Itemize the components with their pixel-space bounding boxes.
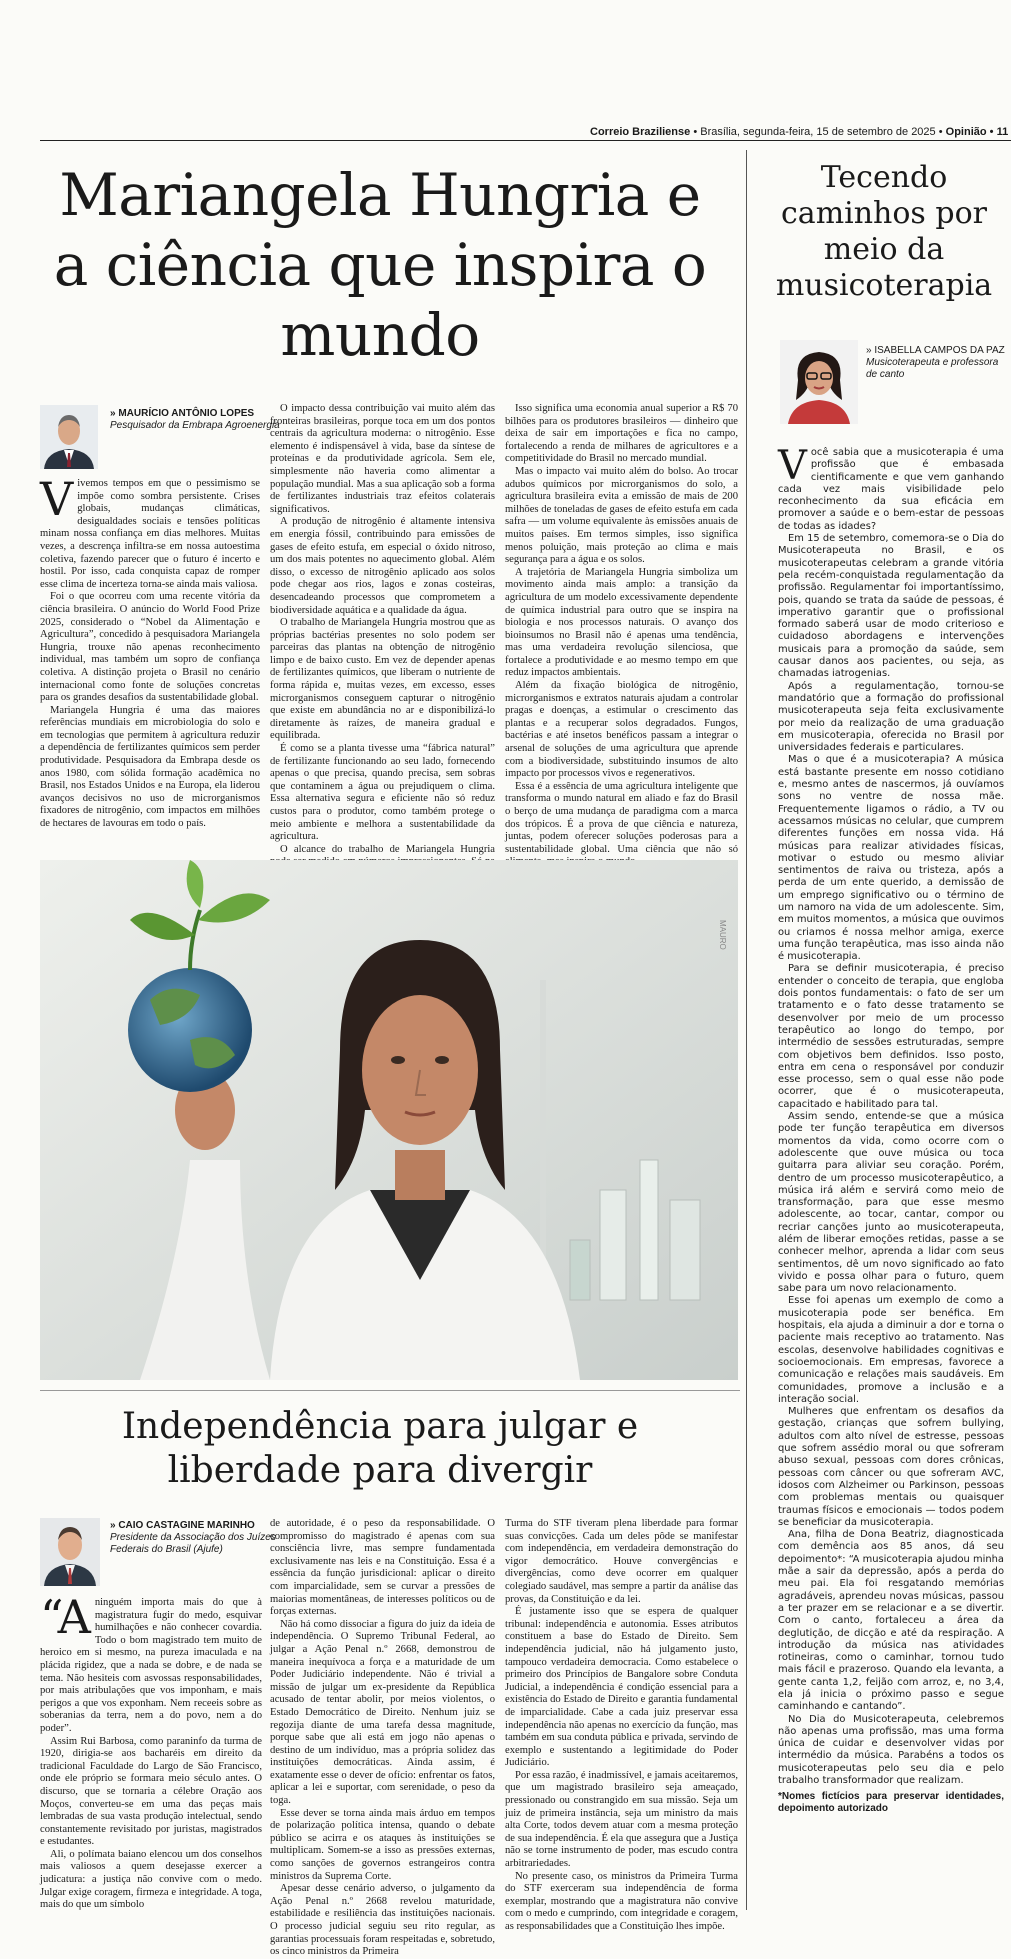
article2-col1-p3: Ali, o polímata baiano elencou um dos conselhos mais valiosos a quem desejasse exercer a judicatura: a justiça não convive com o medo. Julgar exige coragem, firmeza e integridade. A toga, mais do que um símbolo [40,1848,262,1911]
article2-col3-p3: Por essa razão, é inadmissível, e jamais aceitaremos, que um magistrado brasileiro seja ameaçado, pressionado ou constrangido em sua missão. Seja um juiz de primeira instância, seja um ministro da mais alta Corte, todos devem atuar com a mesma proteção de sua independência. É ela que assegura que a Justiça não se torne instrumento de poder, mas escudo contra arbitrariedades. [505,1769,738,1870]
article3-p10: No Dia do Musicoterapeuta, celebremos não apenas uma profissão, mas uma forma única de cuidar e desenvolver vidas por intermédio da música. Parabéns a todos os musicoterapeutas pelo seu dia e pelo trabalho transformador que realizam. [778,1713,1004,1787]
author1-role: Pesquisador da Embrapa Agroenergia [110,420,280,431]
article1-col2-p1: O impacto dessa contribuição vai muito além das fronteiras brasileiras, porque toca em um dos pontos centrais da agricultura moderna: o nitrogênio. Esse elemento é indispensável à vida, base da síntese de proteínas e da produtividade agrícola. Sem ele, simplesmente não haveria como alimentar a população mundial. Mas a sua aplicação sob a forma de fertilizantes industriais traz efeitos colaterais significativos. [270,403,495,515]
article1-col2 [270,403,495,907]
article3-p1: ocê sabia que a musicoterapia é uma profissão que é embasada cientificamente e que vem ganhando cada vez mais visibilidade pelo reconhecimento da sua eficácia em promover a saúde e o bem-estar de pessoas de todas as idades? [778,447,1004,532]
article1-col1-p1: ivemos tempos em que o pessimismo se impõe como sombra persistente. Crises globais, mudanças climáticas, desigualdades sociais e tensões políticas minam nossa confiança em dias melhores. Muitas vezes, a descrença infiltra-se em nossa autoestima coletiva, fazendo parecer que o futuro é incerto e hostil. Por isso, cada conquista capaz de romper esse clima de incerteza torna-se ainda mais valiosa. [40,478,260,590]
article3-p6: Assim sendo, entende-se que a música pode ter função terapêutica em diversos momentos da vida, como ocorre com o adolescente que ouve música ou toca guitarra para aliviar seu coração. Porém, dentro de um processo musicoterapêutico, a música irá além e servirá como meio de transformação, para que esse mesmo adolescente, ao tocar, cantar, compor ou recriar canções junto ao musicoterapeuta, além de liberar emoções retidas, passe a se conhecer melhor, aprenda a lidar com seus sentimentos, dê um novo significado ao fato vivido e possa olhar para o futuro, quem sabe para um novo relacionamento. [778,1111,1004,1295]
article1-col3-p3: A trajetória de Mariangela Hungria simboliza um movimento ainda mais amplo: a transição da agricultura de um modelo excessivamente dependente de química industrial para outro que se inspira na biologia e nos processos naturais. O avanço dos bioinsumos no Brasil não é apenas uma tendência, mas uma verdadeira revolução silenciosa, que fortalece a produtividade e ao mesmo tempo em que reduz impactos ambientais. [505,566,738,679]
article1-col2-p4: É como se a planta tivesse uma “fábrica natural” de fertilizante funcionando ao seu lado, fornecendo apenas o que precisa, quando precisa, sem sobras que contaminem a água ou prejudiquem o clima. Essa alternativa segura e eficiente não só reduz custos para o produtor, como também protege o meio ambiente e melhora a sustentabilidade da agricultura. [270,743,495,843]
author2-avatar [40,1518,100,1586]
article3-p8: Mulheres que enfrentam os desafios da gestação, crianças que sofrem bullying, adultos com alto nível de estresse, pessoas que sofrem assédio moral ou que sofreram abuso sexual, pessoas com dores crônicas, pessoas com câncer ou que sofreram AVC, idosos com Alzheimer ou Parkinson, pessoas com problemas mentais ou quaisquer traumas físicos e emocionais — todos podem se beneficiar da musicoterapia. [778,1406,1004,1528]
article2-col2-p3: Esse dever se torna ainda mais árduo em tempos de polarização política intensa, quando o debate público se acirra e os ataques às instituições se multiplicam. Somem-se a isso as pressões externas, como sanções de governos estrangeiros contra ministros da Suprema Corte. [270,1807,495,1882]
page-header [590,126,1010,138]
article1-title: Mariangela Hungria e a ciência que inspira o mundo [53,161,707,369]
author1-avatar [40,405,98,469]
photo-credit: MAURO [718,920,727,950]
drop-cap: V [40,472,74,526]
article3-p2: Em 15 de setembro, comemora-se o Dia do Musicoterapeuta no Brasil, e os musicoterapeutas celebram a grande vitória pela recém-conquistada regulamentação da profissão. Regulamentar foi importantíssimo, pois, quando se trata da saúde de pessoas, é imperativo garantir que o profissional formado saberá usar de modo criterioso e cuidadoso abordagens e intervenções musicais para a promoção da saúde, sem causar danos aos pacientes, ou seja, as chamadas iatrogenias. [778,533,1004,680]
article3-title: Tecendo caminhos por meio da musicoterapia [775,160,993,303]
article2-col2-p1: de autoridade, é o peso da responsabilidade. O compromisso do magistrado é apenas com sua consciência livre, mas sempre fundamentada exclusivamente nas leis e na Constituição. Essa é a essência da função jurisdicional: aplicar o direito com imparcialidade, sem se curvar a pressões de maiorias momentâneas, de interesses políticos ou de forças externas. [270,1518,495,1618]
paper-name: Correio Braziliense [590,126,691,138]
author3-avatar [780,340,858,424]
author1-byline [110,408,280,432]
header-rule [40,140,1011,141]
article3-p7: Esse foi apenas um exemplo de como a musicoterapia pode ser benéfica. Em hospitais, ela ajuda a diminuir a dor e torna o paciente mais receptivo ao tratamento. Nas escolas, desenvolve habilidades cognitivas e socioemocionais. Em empresas, favorece a comunicação e relações mais saudáveis. Em comunidades, promove a inclusão e a interação social. [778,1295,1004,1405]
article1-col1-p2: Foi o que ocorreu com uma recente vitória da ciência brasileira. O anúncio do World Food Prize 2025, considerado o “Nobel da Alimentação e Agricultura”, concedido à pesquisadora Mariangela Hungria, trouxe não apenas reconhecimento individual, mas também um sopro de confiança coletiva. A distinção projeta o Brasil no cenário internacional como fonte de soluções concretas para os grandes desafios da sustentabilidade global. [40,591,260,704]
article2-col2-p4: Apesar desse cenário adverso, o julgamento da Ação Penal n.º 2668 revelou maturidade, estabilidade e resiliência das instituições nacionais. O processo judicial seguiu seu rito regular, as garantias processuais foram respeitadas e, sobretudo, os cinco ministros da Primeira [270,1883,495,1958]
article3-footnote: *Nomes fictícios para preservar identidades, depoimento autorizado [778,1791,1004,1815]
article3-body [778,443,1004,1815]
article2-col1 [40,1590,262,1912]
author2-role: Presidente da Associação dos Juízes Federais do Brasil (Ajufe) [110,1532,276,1555]
article2-col1-p1: ninguém importa mais do que à magistratura fugir do medo, esquivar humilhações e não conhecer covardia. Todo o bom magistrado tem muito de heroico em si mesmo, na pureza imaculada e na plácida rigidez, que a nada se dobre, e de nada se tema. Não hesiteis com asvossas responsabilidades, por mais atribulações que vos imponham, e mais perigos a que vos exponham. Nem receeis sobre as soberanias da terra, nem a do povo, nem a do poder”. [40,1597,262,1734]
section-name: Opinião [945,126,987,138]
article2-col3-p2: É justamente isso que se espera de qualquer tribunal: independência e autonomia. Esses atributos constituem a base do Estado de Direito. Sem independência judicial, não há julgamento justo, tampouco verdadeira democracia. Como estabelece o primeiro dos Princípios de Bangalore sobre Conduta Judicial, a independência é condição essencial para a existência do Estado de Direito e garantia fundamental de imparcialidade. Cabe a cada juiz preservar essa independência não apenas no exercício da função, mas também em sua conduta pública e privada, servindo de exemplo e sustentando a legitimidade do Poder Judiciário. [505,1606,738,1769]
article3-p3: Após a regulamentação, tornou-se mandatório que a formação do profissional musicoterapeuta seja feita exclusivamente por meio da realização de uma graduação em musicoterapia, oferecida no Brasil por universidades federais e particulares. [778,680,1004,754]
article2-col3-p1: Turma do STF tiveram plena liberdade para formar suas convicções. Cada um deles pôde se manifestar com independência, em verdadeira demonstração do vigor democrático. Houve convergências e divergências, como deve ocorrer em qualquer colegiado saudável, mas sempre a partir da análise das provas, da Constituição e da lei. [505,1518,738,1605]
article1-illustration [40,860,738,1380]
article3-p9: Ana, filha de Dona Beatriz, diagnosticada com demência aos 85 anos, dá seu depoimento*: “A musicoterapia ajudou minha mãe a sair da depressão, após a perda do meu pai. Ela foi resgatando memórias agradáveis, aprendeu novas músicas, passou a ter prazer em se relacionar e a se divertir. Com o canto, fortaleceu a área da deglutição, de dicção e até da respiração. A introdução da música nas atividades rotineiras, como o caminhar, tornou tudo mais fácil e prazeroso. Quando ela levanta, a gente canta 1,2, feijão com arroz, e, no 3,4, ela já inicia o próximo passo e segue caminhando e cantando”. [778,1529,1004,1713]
drop-cap-v: V [778,443,807,489]
article1-col1 [40,472,260,831]
column-divider [746,150,747,1910]
article1-col2-p5: O alcance do trabalho de Mariangela Hungria [280,843,495,855]
dateline: • Brasília, segunda-feira, 15 de setembro de 2025 • [693,126,943,138]
article1-col1-p3: Mariangela Hungria é uma das maiores referências mundiais em microbiologia do solo e em tecnologias que permitem à agricultura reduzir a dependência de fertilizantes químicos sem perder produtividade. Pesquisadora da Embrapa desde os anos 1980, com sólida formação acadêmica no Brasil, nos Estados Unidos e na Europa, ela liderou avanços decisivos no uso de microrganismos fixadores de nitrogênio, com impactos em milhões de hectares de lavouras em todo o país. [40,704,260,830]
page-number: • 11 [989,126,1009,138]
article1-col2-p3: O trabalho de Mariangela Hungria mostrou que as próprias bactérias presentes no solo podem ser parceiras das plantas na obtenção de nitrogênio limpo e de baixo custo. Em vez de depender apenas de fertilizantes químicos, que liberam o nutriente de forma rápida e, muitas vezes, em excesso, esses microrganismos conseguem capturar o nitrogênio que existe em abundância no ar e disponibilizá-lo diretamente às raízes, de maneira gradual e equilibrada. [270,617,495,742]
article1-col3-p5: Essa é a essência de uma agricultura inteligente que transforma o mundo natural em aliado e faz do Brasil o berço de uma mudança de paradigma com a marca dos trópicos. É a prova de que ciência e natureza, juntas, podem oferecer soluções poderosas para a sustentabilidade global. Uma ciência que não só [505,780,738,855]
author2-name: » CAIO CASTAGINE MARINHO [110,1520,255,1531]
article2-col3-p4: No presente caso, os ministros da Primeira Turma do STF exerceram sua independência de forma exemplar, mostrando que a magistratura não convive com o medo e cumprindo, com integridade e coragem, as responsabilidades que a Constituição lhes impõe. [505,1870,738,1932]
author1-name: » MAURÍCIO ANTÔNIO LOPES [110,408,255,419]
article1-col3-p4: Além da fixação biológica de nitrogênio, microrganismos e extratos naturais ajudam a controlar pragas e doenças, a estimular o crescimento das plantas e a recuperar solos degradados. Fungos, bactérias e até insetos benéficos passam a integrar o arsenal de soluções de uma agricultura que aprende com a biodiversidade, substituindo insumos de alto impacto por processos vivos e regenerativos. [505,680,738,780]
article3-p5: Para se definir musicoterapia, é preciso entender o conceito de terapia, que engloba dois pontos fundamentais: o fato de ser um tratamento e o fato desse tratamento se desenvolver por meio de um processo terapêutico ao longo do tempo, por intermédio de sessões estruturadas, sempre com objetivos bem definidos. Isso posto, entra em cena o responsável por conduzir esse processo, sem o qual esse não pode ocorrer, que é o musicoterapeuta, capacitado e habilitado para tal. [778,963,1004,1110]
section-rule [40,1390,740,1391]
article2-col3 [505,1518,738,1934]
quote-mark: “A [40,1590,91,1644]
article1-col3-p1: Isso significa uma economia anual superior a R$ 70 bilhões para os produtores brasileiros — dinheiro que deixa de sair em importações e fica no campo, fortalecendo a renda de milhares de agricultores e a competitividade do Brasil no mercado mundial. [505,403,738,465]
article1-col3-p2: Mas o impacto vai muito além do bolso. Ao trocar adubos químicos por microrganismos do solo, a agricultura brasileira evita a emissão de mais de 200 milhões de toneladas de gases de efeito estufa em cada safra — um volume equivalente às emissões anuais de muitos países. Em termos simples, isso significa menos poluição, mais proteção ao clima e mais segurança para a água e os solos. [505,465,738,566]
article2-col2-p2: Não há como dissociar a figura do juiz da ideia de independência. O Supremo Tribunal Federal, ao julgar a Ação Penal n.º 2668, demonstrou de maneira inequívoca a força e a maturidade de um Poder Judiciário independente. Não é trivial a missão de julgar um ex-presidente da República acusado de tentar abolir, por meios violentos, o Estado Democrático de Direito. Nenhum juiz se regozija diante de uma tarefa dessa magnitude, porque sabe que ali está em jogo não apenas o destino de um indivíduo, mas a própria solidez das instituições democráticas. Ainda assim, é exatamente esse o dever de ofício: enfrentar os fatos, aplicar a lei e suportar, com serenidade, o peso da toga. [270,1618,495,1807]
article2-col2 [270,1518,495,1959]
article2-title: Independência para julgar e liberdade para divergir [121,1406,639,1491]
author3-name: » ISABELLA CAMPOS DA PAZ [866,345,1005,356]
article1-col3 [505,403,738,869]
article2-col1-p2: Assim Rui Barbosa, como paraninfo da turma de 1920, dirigia-se aos bacharéis em direito da tradicional Faculdade do Largo de São Francisco, onde ele próprio se formara meio século antes. O discurso, que se tornaria a célebre Oração aos Moços, converteu-se em uma das peças mais lembradas de sua vasta produção intelectual, sendo constantemente revisitado por juristas, magistrados e estudantes. [40,1735,262,1848]
author3-role: Musicoterapeuta e professora de canto [866,357,999,380]
author3-byline [866,345,1006,381]
article3-p4: Mas o que é a musicoterapia? A música está bastante presente em nosso cotidiano e, mesmo antes de nascermos, já ouvíamos sons no ventre de nossa mãe. Frequentemente ligamos o rádio, a TV ou acessamos músicas no celular, que cumprem diferentes funções em nossa vida. Há músicas para realizar atividades físicas, motivar o estudo ou mesmo aliviar sentimentos de raiva ou tristeza, após a perda de um ente querido, a demissão de um emprego significativo ou o término de um namoro na vida de um adolescente. Sim, em muitos momentos, a música que ouvimos ou criamos é nossa melhor amiga, exerce uma função terapêutica, mas isso ainda não é musicoterapia. [778,754,1004,963]
article1-col2-p2: A produção de nitrogênio é altamente intensiva em energia fóssil, contribuindo para emissões de gases de efeito estufa, em especial o óxido nitroso, um dos mais potentes no aquecimento global. Além disso, o excesso de nitrogênio aplicado aos solos pode chegar aos rios, lagos e zonas costeiras, desencadeando processos que comprometem a biodiversidade aquática e a qualidade da água. [270,516,495,616]
